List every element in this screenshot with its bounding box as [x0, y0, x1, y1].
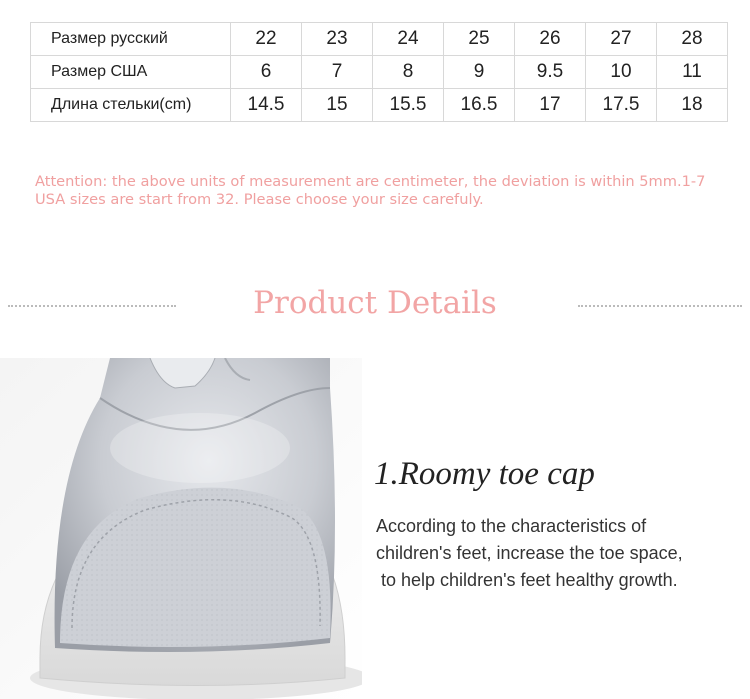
table-cell: 18 — [657, 89, 728, 122]
table-cell: 23 — [302, 23, 373, 56]
row-label: Размер русский — [31, 23, 231, 56]
table-cell: 22 — [231, 23, 302, 56]
table-row — [31, 23, 728, 56]
table-cell: 27 — [586, 23, 657, 56]
feature-line: children's feet, increase the toe space, — [376, 543, 683, 563]
shoe-toe-photo — [0, 358, 362, 699]
table-cell: 14.5 — [231, 89, 302, 122]
section-title: Product Details — [253, 285, 497, 321]
table-row — [31, 56, 728, 89]
feature-line: According to the characteristics of — [376, 516, 647, 536]
feature-line: to help children's feet healthy growth. — [376, 570, 678, 590]
table-cell: 28 — [657, 23, 728, 56]
table-cell: 6 — [231, 56, 302, 89]
table-cell: 17.5 — [586, 89, 657, 122]
table-cell: 15 — [302, 89, 373, 122]
table-row — [31, 89, 728, 122]
table-cell: 26 — [515, 23, 586, 56]
table-cell: 7 — [302, 56, 373, 89]
table-cell: 8 — [373, 56, 444, 89]
table-cell: 10 — [586, 56, 657, 89]
table-cell: 16.5 — [444, 89, 515, 122]
attention-line: Attention: the above units of measurement are centimeter, the deviation is within 5mm.1-7 — [35, 173, 706, 190]
divider-right — [578, 305, 742, 307]
table-cell: 25 — [444, 23, 515, 56]
attention-note — [35, 173, 725, 209]
table-cell: 17 — [515, 89, 586, 122]
table-cell: 9.5 — [515, 56, 586, 89]
row-label: Размер США — [31, 56, 231, 89]
table-cell: 11 — [657, 56, 728, 89]
attention-line: USA sizes are start from 32. Please choose your size carefuly. — [35, 191, 484, 208]
feature-title: 1.Roomy toe cap — [374, 456, 595, 492]
feature-description — [376, 513, 746, 594]
table-cell: 9 — [444, 56, 515, 89]
table-cell: 15.5 — [373, 89, 444, 122]
size-chart-table — [30, 22, 728, 122]
row-label: Длина стельки(cm) — [31, 89, 231, 122]
table-cell: 24 — [373, 23, 444, 56]
